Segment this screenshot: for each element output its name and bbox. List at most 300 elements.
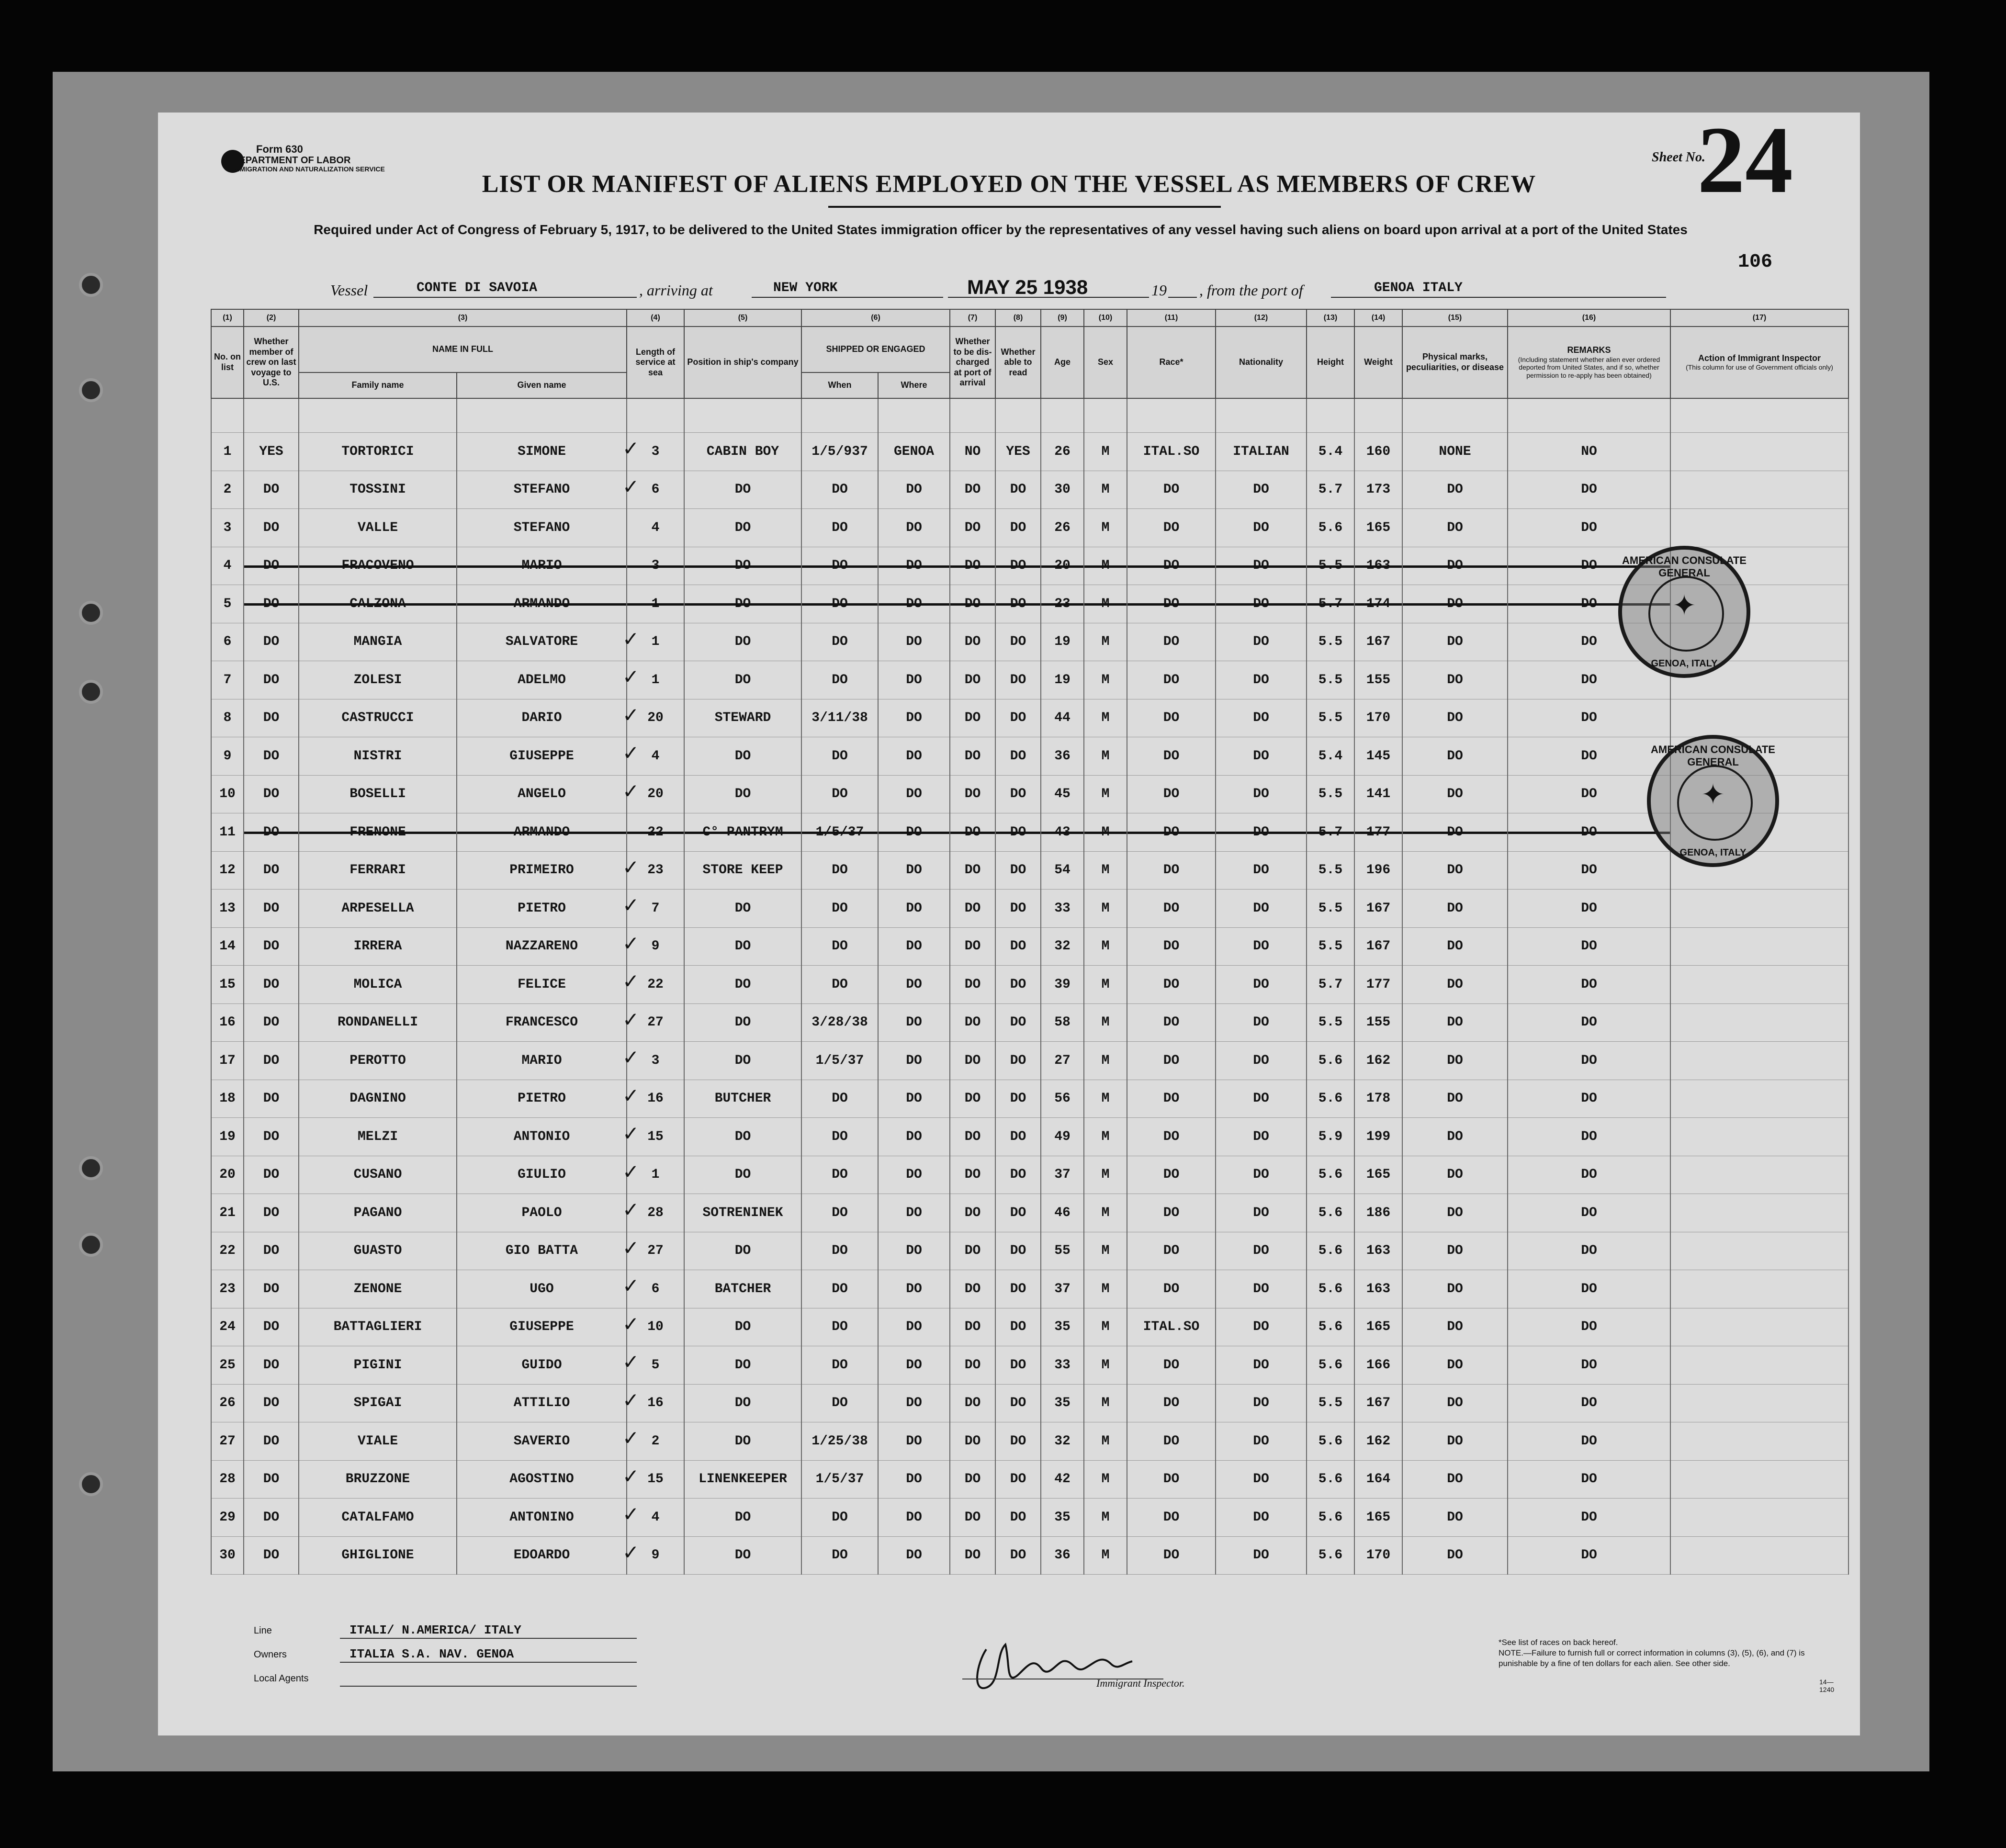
age-value: 58 <box>1041 1003 1084 1042</box>
arriving-port: NEW YORK <box>773 281 838 295</box>
physical-marks-value: DO <box>1402 1536 1508 1575</box>
race-value: DO <box>1127 661 1216 699</box>
given-name: PAOLO <box>457 1194 627 1232</box>
checkmark-icon: ✓ <box>622 893 640 917</box>
length-of-service <box>622 1042 684 1080</box>
table-row <box>211 1270 1848 1308</box>
checkmark-icon: ✓ <box>622 969 640 993</box>
age-value: 20 <box>1041 547 1084 585</box>
position: DO <box>684 661 801 699</box>
discharged-value: DO <box>950 1460 995 1499</box>
shipped-when: DO <box>801 509 878 547</box>
length-of-service <box>622 1422 684 1461</box>
race-value: DO <box>1127 775 1216 813</box>
position: DO <box>684 1422 801 1461</box>
line-number: 18 <box>211 1080 244 1118</box>
nationality-value: DO <box>1216 1080 1307 1118</box>
sex-value: M <box>1084 471 1127 509</box>
strike-through-line <box>1084 603 1127 606</box>
remarks-value: DO <box>1508 966 1670 1004</box>
weight-value: 173 <box>1354 471 1402 509</box>
height-value: 5.7 <box>1307 471 1354 509</box>
line-number: 8 <box>211 699 244 737</box>
race-value: DO <box>1127 927 1216 966</box>
strike-through-line <box>457 603 626 606</box>
line-number: 1 <box>211 433 244 471</box>
race-value: DO <box>1127 1536 1216 1575</box>
physical-marks-value: DO <box>1402 775 1508 813</box>
family-name: DAGNINO <box>299 1080 457 1118</box>
col-given-name: Given name <box>457 372 627 398</box>
length-of-service <box>622 1460 684 1499</box>
length-of-service-text: 2 <box>651 1433 660 1449</box>
able-to-read-value: DO <box>995 927 1041 966</box>
stamp-ring-text: AMERICAN CONSULATE GENERAL <box>1622 554 1747 579</box>
shipped-when: 1/5/937 <box>801 433 878 471</box>
checkmark-icon: ✓ <box>622 703 640 727</box>
given-name: EDOARDO <box>457 1536 627 1575</box>
shipped-when: DO <box>801 966 878 1004</box>
given-name: NAZZARENO <box>457 927 627 966</box>
height-value: 5.6 <box>1307 1308 1354 1346</box>
vessel-label: Vessel <box>330 282 368 299</box>
nationality-value: DO <box>1216 1499 1307 1537</box>
age-value: 27 <box>1041 1042 1084 1080</box>
checkmark-icon: ✓ <box>622 474 640 498</box>
height-value: 5.6 <box>1307 1422 1354 1461</box>
line-number: 15 <box>211 966 244 1004</box>
checkmark-icon: ✓ <box>622 1083 640 1107</box>
length-of-service <box>622 433 684 471</box>
height-value: 5.7 <box>1307 966 1354 1004</box>
physical-marks-value: DO <box>1402 851 1508 890</box>
action-value <box>1670 890 1848 928</box>
action-value <box>1670 471 1848 509</box>
service-name: IMMIGRATION AND NATURALIZATION SERVICE <box>232 165 385 173</box>
action-value <box>1670 509 1848 547</box>
fine-note: NOTE.—Failure to furnish full or correct information in columns (3), (5), (6), and (7) is punishable by a fine of ten dollars for each alien. See other side. <box>1499 1648 1805 1668</box>
last-voyage-value: DO <box>244 699 299 737</box>
line-number: 16 <box>211 1003 244 1042</box>
able-to-read-value: DO <box>995 509 1041 547</box>
line-number: 21 <box>211 1194 244 1232</box>
position: DO <box>684 775 801 813</box>
table-row <box>211 737 1848 776</box>
table-row <box>211 471 1848 509</box>
height-value: 5.6 <box>1307 1270 1354 1308</box>
strike-through-line <box>1307 565 1354 568</box>
line-number: 5 <box>211 585 244 623</box>
remarks-value: DO <box>1508 1232 1670 1270</box>
col-num-13: (13) <box>1307 309 1354 327</box>
physical-marks-value: NONE <box>1402 433 1508 471</box>
col-last-voyage: Whether member of crew on last voyage to U.S. <box>244 327 299 398</box>
able-to-read-value: DO <box>995 1308 1041 1346</box>
table-row <box>211 547 1848 585</box>
given-name: FRANCESCO <box>457 1003 627 1042</box>
able-to-read-value: DO <box>995 1042 1041 1080</box>
weight-value: 177 <box>1354 966 1402 1004</box>
discharged-value: DO <box>950 585 995 623</box>
table-row <box>211 1422 1848 1461</box>
sex-value: M <box>1084 1499 1127 1537</box>
line-number: 12 <box>211 851 244 890</box>
sex-value: M <box>1084 775 1127 813</box>
col-num-5: (5) <box>684 309 801 327</box>
remarks-value: DO <box>1508 1499 1670 1537</box>
shipped-where: DO <box>878 585 950 623</box>
length-of-service-text: 15 <box>647 1129 664 1144</box>
remarks-value: DO <box>1508 737 1670 776</box>
nationality-value: DO <box>1216 1003 1307 1042</box>
shipped-when: DO <box>801 661 878 699</box>
last-voyage-value: DO <box>244 1003 299 1042</box>
nationality-value: DO <box>1216 509 1307 547</box>
height-value: 5.6 <box>1307 1194 1354 1232</box>
physical-marks-value: DO <box>1402 1270 1508 1308</box>
remarks-value: DO <box>1508 890 1670 928</box>
height-value: 5.6 <box>1307 1080 1354 1118</box>
strike-through-line <box>996 832 1040 834</box>
shipped-where: DO <box>878 1232 950 1270</box>
strike-through-line <box>627 832 684 834</box>
length-of-service <box>622 1003 684 1042</box>
last-voyage-value: DO <box>244 927 299 966</box>
line-number: 27 <box>211 1422 244 1461</box>
last-voyage-value: DO <box>244 471 299 509</box>
length-of-service-text: 3 <box>651 1053 660 1068</box>
shipped-when: DO <box>801 775 878 813</box>
physical-marks-value: DO <box>1402 585 1508 623</box>
able-to-read-value: DO <box>995 1422 1041 1461</box>
family-name: MANGIA <box>299 623 457 661</box>
position: DO <box>684 1536 801 1575</box>
shipped-when: DO <box>801 1308 878 1346</box>
strike-through-line <box>1508 832 1670 834</box>
nationality-value: DO <box>1216 966 1307 1004</box>
age-value: 32 <box>1041 1422 1084 1461</box>
given-name: PIETRO <box>457 890 627 928</box>
nationality-value: DO <box>1216 1460 1307 1499</box>
last-voyage-value: DO <box>244 1499 299 1537</box>
checkmark-icon: ✓ <box>622 1540 640 1564</box>
physical-marks-value: DO <box>1402 813 1508 852</box>
family-name: GUASTO <box>299 1232 457 1270</box>
race-value: DO <box>1127 1346 1216 1385</box>
shipped-where: DO <box>878 737 950 776</box>
sex-value: M <box>1084 1042 1127 1080</box>
shipped-where: DO <box>878 1270 950 1308</box>
strike-through-line <box>802 565 878 568</box>
height-value: 5.5 <box>1307 547 1354 585</box>
action-value <box>1670 1118 1848 1156</box>
height-value: 5.5 <box>1307 890 1354 928</box>
family-name: TOSSINI <box>299 471 457 509</box>
vessel-line <box>158 278 1860 302</box>
arrival-date: MAY 25 1938 <box>967 276 1088 298</box>
page-title: LIST OR MANIFEST OF ALIENS EMPLOYED ON THE VESSEL AS MEMBERS OF CREW <box>482 170 1536 198</box>
length-of-service-text: 7 <box>651 901 660 916</box>
line-number: 14 <box>211 927 244 966</box>
physical-marks-value: DO <box>1402 890 1508 928</box>
strike-through-line <box>244 603 298 606</box>
shipped-when: DO <box>801 1270 878 1308</box>
checkmark-icon: ✓ <box>622 779 640 803</box>
age-value: 33 <box>1041 1346 1084 1385</box>
punch-hole <box>79 1233 103 1257</box>
sheet-label: Sheet No. <box>1652 150 1705 165</box>
length-of-service-text: 22 <box>647 977 664 992</box>
strike-through-line <box>1403 565 1507 568</box>
line-number: 22 <box>211 1232 244 1270</box>
family-name: VIALE <box>299 1422 457 1461</box>
remarks-value: DO <box>1508 1536 1670 1575</box>
position: DO <box>684 966 801 1004</box>
age-value: 46 <box>1041 1194 1084 1232</box>
strike-through-line <box>457 832 626 834</box>
shipped-where: DO <box>878 623 950 661</box>
physical-marks-value: DO <box>1402 509 1508 547</box>
family-name: CASTRUCCI <box>299 699 457 737</box>
last-voyage-value: DO <box>244 1536 299 1575</box>
position: DO <box>684 509 801 547</box>
physical-marks-value: DO <box>1402 1384 1508 1422</box>
given-name: UGO <box>457 1270 627 1308</box>
strike-through-line <box>802 603 878 606</box>
weight-value: 160 <box>1354 433 1402 471</box>
strike-through-line <box>1041 832 1083 834</box>
discharged-value: DO <box>950 1384 995 1422</box>
nationality-value: DO <box>1216 1536 1307 1575</box>
race-value: ITAL.SO <box>1127 1308 1216 1346</box>
shipped-where: DO <box>878 547 950 585</box>
line-number: 28 <box>211 1460 244 1499</box>
discharged-value: DO <box>950 1536 995 1575</box>
checkmark-icon: ✓ <box>622 1426 640 1450</box>
given-name: ATTILIO <box>457 1384 627 1422</box>
weight-value: 145 <box>1354 737 1402 776</box>
length-of-service <box>622 775 684 813</box>
shipped-when: DO <box>801 1384 878 1422</box>
length-of-service <box>622 927 684 966</box>
length-of-service-text: 23 <box>647 863 664 878</box>
checkmark-icon: ✓ <box>622 437 640 460</box>
last-voyage-value: DO <box>244 1460 299 1499</box>
line-number: 24 <box>211 1308 244 1346</box>
family-name: MELZI <box>299 1118 457 1156</box>
strike-through-line <box>299 603 456 606</box>
sex-value: M <box>1084 547 1127 585</box>
sex-value: M <box>1084 1194 1127 1232</box>
able-to-read-value: DO <box>995 1460 1041 1499</box>
action-value <box>1670 966 1848 1004</box>
shipped-where: DO <box>878 1156 950 1194</box>
length-of-service-text: 16 <box>647 1091 664 1106</box>
given-name: GIUSEPPE <box>457 737 627 776</box>
discharged-value: DO <box>950 509 995 547</box>
shipped-where: DO <box>878 661 950 699</box>
col-num-3: (3) <box>299 309 627 327</box>
line-number: 10 <box>211 775 244 813</box>
remarks-value: DO <box>1508 1308 1670 1346</box>
shipped-where: DO <box>878 699 950 737</box>
height-value: 5.6 <box>1307 1156 1354 1194</box>
race-value: DO <box>1127 623 1216 661</box>
shipped-when: 1/5/37 <box>801 1460 878 1499</box>
last-voyage-value: DO <box>244 775 299 813</box>
consulate-stamp <box>1618 546 1750 678</box>
sex-value: M <box>1084 1080 1127 1118</box>
family-name: TORTORICI <box>299 433 457 471</box>
strike-through-line <box>685 565 801 568</box>
race-value: DO <box>1127 1156 1216 1194</box>
family-name: CUSANO <box>299 1156 457 1194</box>
manifest-sheet <box>158 107 1860 1735</box>
col-num-11: (11) <box>1127 309 1216 327</box>
length-of-service: 3 <box>627 547 684 585</box>
weight-value: 163 <box>1354 547 1402 585</box>
action-value <box>1670 1156 1848 1194</box>
nationality-value: DO <box>1216 851 1307 890</box>
table-row <box>211 1308 1848 1346</box>
table-row <box>211 966 1848 1004</box>
age-value: 26 <box>1041 509 1084 547</box>
strike-through-line <box>627 603 684 606</box>
col-num-6: (6) <box>801 309 950 327</box>
col-when: When <box>801 372 878 398</box>
length-of-service <box>622 1232 684 1270</box>
weight-value: 155 <box>1354 661 1402 699</box>
strike-through-line <box>299 565 456 568</box>
sex-value: M <box>1084 1384 1127 1422</box>
able-to-read-value: DO <box>995 623 1041 661</box>
remarks-value: DO <box>1508 699 1670 737</box>
shipped-where: DO <box>878 1118 950 1156</box>
height-value: 5.5 <box>1307 623 1354 661</box>
length-of-service: 4 <box>627 509 684 547</box>
action-value <box>1670 1194 1848 1232</box>
given-name: GIULIO <box>457 1156 627 1194</box>
last-voyage-value: DO <box>244 1270 299 1308</box>
strike-through-line <box>996 565 1040 568</box>
shipped-where: DO <box>878 509 950 547</box>
race-value: DO <box>1127 737 1216 776</box>
length-of-service-text: 9 <box>651 1548 660 1563</box>
physical-marks-value: DO <box>1402 966 1508 1004</box>
title-underline <box>828 206 1221 208</box>
length-of-service <box>622 661 684 699</box>
race-value: DO <box>1127 699 1216 737</box>
length-of-service: 1 <box>627 585 684 623</box>
last-voyage-value: DO <box>244 1118 299 1156</box>
given-name: GIO BATTA <box>457 1232 627 1270</box>
physical-marks-value: DO <box>1402 1003 1508 1042</box>
col-num-12: (12) <box>1216 309 1307 327</box>
given-name: MARIO <box>457 1042 627 1080</box>
table-row <box>211 1499 1848 1537</box>
col-family-name: Family name <box>299 372 457 398</box>
col-num-16: (16) <box>1508 309 1670 327</box>
position: C° PANTRYM <box>684 813 801 852</box>
strike-through-line <box>1041 565 1083 568</box>
age-value: 36 <box>1041 1536 1084 1575</box>
weight-value: 165 <box>1354 1499 1402 1537</box>
given-name: MARIO <box>457 547 627 585</box>
able-to-read-value: DO <box>995 1536 1041 1575</box>
col-num-10: (10) <box>1084 309 1127 327</box>
nationality-value: DO <box>1216 737 1307 776</box>
col-length-service: Length of service at sea <box>627 327 684 398</box>
weight-value: 174 <box>1354 585 1402 623</box>
given-name: ANTONIO <box>457 1118 627 1156</box>
last-voyage-value: DO <box>244 623 299 661</box>
nationality-value: DO <box>1216 1118 1307 1156</box>
race-value: DO <box>1127 1460 1216 1499</box>
remarks-value: DO <box>1508 1422 1670 1461</box>
checkmark-icon: ✓ <box>622 1007 640 1031</box>
line-number: 25 <box>211 1346 244 1385</box>
remarks-value: DO <box>1508 1460 1670 1499</box>
length-of-service-text: 20 <box>647 787 664 802</box>
length-of-service-text: 15 <box>647 1472 664 1487</box>
checkmark-icon: ✓ <box>622 665 640 688</box>
position: DO <box>684 1156 801 1194</box>
form-code: 14—1240 <box>1819 1678 1835 1693</box>
given-name: ANGELO <box>457 775 627 813</box>
line-number: 20 <box>211 1156 244 1194</box>
length-of-service-text: 1 <box>651 1167 660 1183</box>
age-value: 49 <box>1041 1118 1084 1156</box>
discharged-value: DO <box>950 1042 995 1080</box>
position: DO <box>684 471 801 509</box>
given-name: AGOSTINO <box>457 1460 627 1499</box>
weight-value: 155 <box>1354 1003 1402 1042</box>
col-num-4: (4) <box>627 309 684 327</box>
length-of-service-text: 28 <box>647 1205 664 1220</box>
col-able-to-read: Whether able to read <box>995 327 1041 398</box>
age-value: 19 <box>1041 623 1084 661</box>
last-voyage-value: DO <box>244 1308 299 1346</box>
family-name: ARPESELLA <box>299 890 457 928</box>
position: DO <box>684 1232 801 1270</box>
race-value: DO <box>1127 1232 1216 1270</box>
age-value: 30 <box>1041 471 1084 509</box>
height-value: 5.6 <box>1307 1232 1354 1270</box>
shipped-when: DO <box>801 890 878 928</box>
nationality-value: DO <box>1216 471 1307 509</box>
col-weight: Weight <box>1354 327 1402 398</box>
strike-through-line <box>1041 603 1083 606</box>
page-number: 106 <box>1738 251 1773 273</box>
last-voyage-value: DO <box>244 547 299 585</box>
checkmark-icon: ✓ <box>622 1122 640 1145</box>
strike-through-line <box>457 565 626 568</box>
strike-through-line <box>950 565 995 568</box>
sex-value: M <box>1084 927 1127 966</box>
length-of-service <box>622 1346 684 1385</box>
weight-value: 177 <box>1354 813 1402 852</box>
last-voyage-value: DO <box>244 1080 299 1118</box>
length-of-service <box>622 623 684 661</box>
race-value: DO <box>1127 1270 1216 1308</box>
nationality-value: ITALIAN <box>1216 433 1307 471</box>
remarks-value: DO <box>1508 1003 1670 1042</box>
length-of-service-text: 16 <box>647 1396 664 1411</box>
race-value: DO <box>1127 1422 1216 1461</box>
family-name: FERRARI <box>299 851 457 890</box>
race-value: DO <box>1127 1042 1216 1080</box>
checkmark-icon: ✓ <box>622 627 640 651</box>
